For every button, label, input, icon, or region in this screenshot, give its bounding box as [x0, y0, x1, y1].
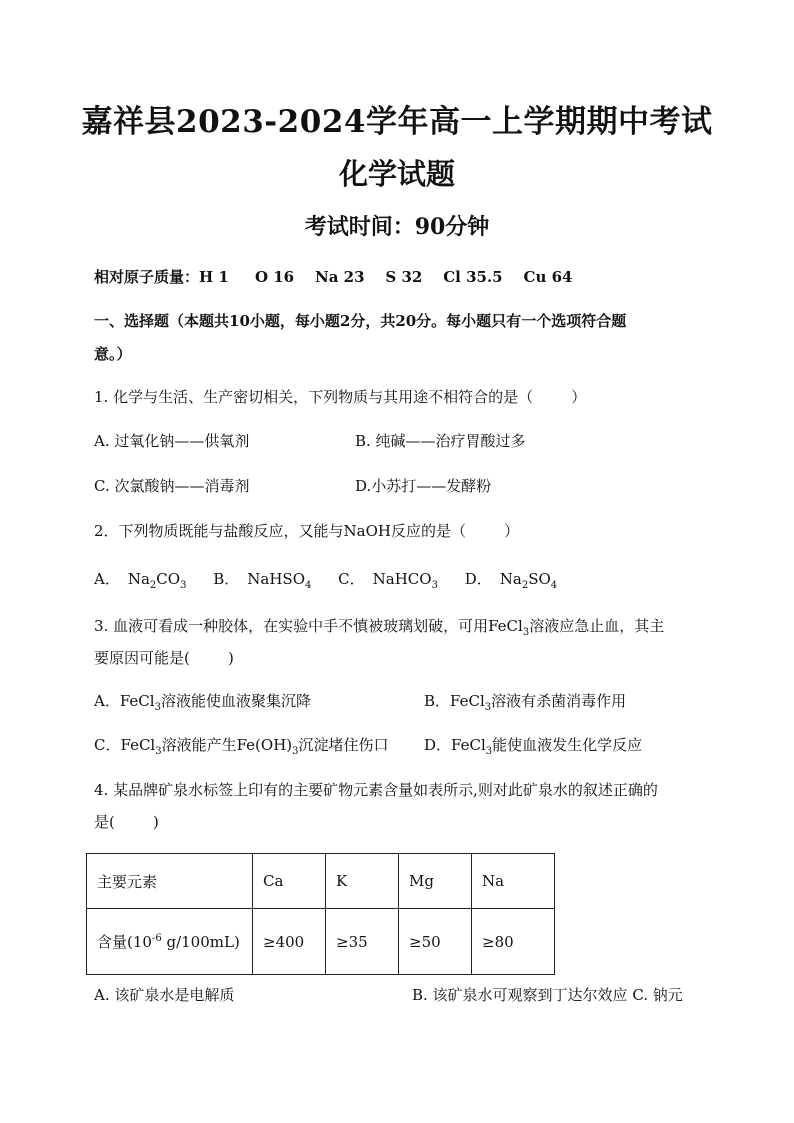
question-2-option-b: B． NaHSO$_4$	[213, 570, 312, 591]
table-cell: ≥50	[399, 909, 472, 975]
exam-time: 考试时间：90分钟	[304, 214, 490, 240]
table-cell: ≥80	[472, 909, 555, 975]
question-1-option-d: D.小苏打——发酵粉	[355, 477, 492, 495]
table-row-label	[87, 909, 253, 975]
content-label: 含量($10^{-6}$ g/100mL)	[97, 933, 240, 951]
table-header-cell: Mg	[399, 854, 472, 909]
question-1-option-b: B. 纯碱——治疗胃酸过多	[355, 432, 526, 450]
table-header-cell: Ca	[253, 854, 326, 909]
minerals-table	[86, 853, 555, 975]
question-2-option-a: A． $Na_2CO_3$	[94, 570, 187, 591]
table-header-cell: K	[326, 854, 399, 909]
question-2-options	[94, 568, 557, 591]
table-header-cell: 主要元素	[87, 854, 253, 909]
section-heading-cont: 意。）	[94, 345, 132, 363]
question-3-option-c: C．FeCl$_3$溶液能产生$Fe(OH)_3$沉淀堵住伤口	[94, 736, 389, 757]
question-2-option-c: C． NaHCO$_3$	[338, 570, 438, 591]
question-3-stem: 3. 血液可看成一种胶体，在实验中手不慎被玻璃划破，可用FeCl$_3$溶液应急止血，其主	[94, 617, 665, 638]
question-2-option-d: D． $Na_2SO_4$	[464, 570, 558, 591]
table-row	[87, 909, 555, 975]
formula-na2co3: $Na_2CO_3$	[127, 570, 187, 591]
section-heading: 一、选择题（本题共10小题，每小题2分，共20分。每小题只有一个选项符合题	[94, 312, 627, 330]
question-3-option-b: B．FeCl$_3$溶液有杀菌消毒作用	[424, 692, 627, 713]
atomic-masses: 相对原子质量：H 1 O 16 Na 23 S 32 Cl 35.5 Cu 64	[94, 268, 573, 286]
question-4-stem-cont: 是( )	[94, 813, 159, 831]
question-1-option-c: C. 次氯酸钠——消毒剂	[94, 477, 250, 495]
subject-title: 化学试题	[338, 157, 455, 191]
exam-title: 嘉祥县2023-2024学年高一上学期期中考试	[81, 104, 713, 140]
question-1-option-a: A. 过氧化钠——供氧剂	[94, 432, 250, 450]
question-3-option-a: A．FeCl$_3$溶液能使血液聚集沉降	[94, 692, 311, 713]
table-row	[87, 854, 555, 909]
question-4-option-b: B. 该矿泉水可观察到丁达尔效应 C. 钠元	[412, 986, 683, 1004]
question-4-option-a: A. 该矿泉水是电解质	[94, 986, 235, 1004]
table-header-cell: Na	[472, 854, 555, 909]
question-4-stem: 4. 某品牌矿泉水标签上印有的主要矿物元素含量如表所示,则对此矿泉水的叙述正确的	[94, 781, 658, 799]
question-2-stem: 2．下列物质既能与盐酸反应，又能与NaOH反应的是（ ）	[94, 522, 520, 540]
formula-nahso4: NaHSO$_4$	[247, 570, 312, 591]
table-cell: ≥400	[253, 909, 326, 975]
question-1-stem: 1. 化学与生活、生产密切相关，下列物质与其用途不相符合的是（ ）	[94, 388, 587, 406]
formula-nahco3: NaHCO$_3$	[372, 570, 438, 591]
table-cell: ≥35	[326, 909, 399, 975]
question-3-stem-cont: 要原因可能是( )	[94, 649, 234, 667]
formula-na2so4: $Na_2SO_4$	[499, 570, 558, 591]
question-3-option-d: D．FeCl$_3$能使血液发生化学反应	[424, 736, 643, 757]
